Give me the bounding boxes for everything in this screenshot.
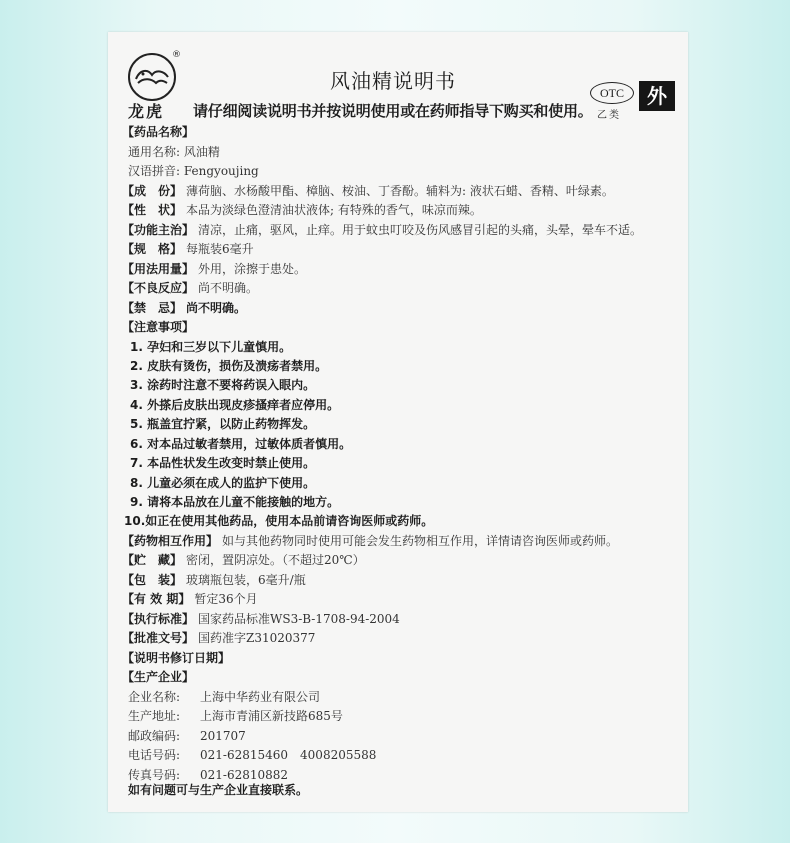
company-phone: 电话号码: 021-62815460 4008205588 — [128, 748, 377, 762]
section-company: 【生产企业】 — [122, 670, 195, 684]
precaution-item: 3. 涂药时注意不要将药误入眼内。 — [130, 378, 316, 392]
company-zip: 邮政编码: 201707 — [128, 729, 246, 743]
section-storage: 【贮 藏】 密闭，置阴凉处。（不超过20℃） — [122, 553, 365, 567]
otc-badge: OTC — [590, 82, 634, 104]
section-adverse: 【不良反应】 尚不明确。 — [122, 281, 259, 295]
section-indications: 【功能主治】 清凉，止痛，驱风，止痒。用于蚊虫叮咬及伤风感冒引起的头痛，头晕，晕车不适。 — [122, 223, 643, 237]
company-address: 生产地址: 上海市青浦区新技路685号 — [128, 709, 343, 723]
instruction-sheet — [108, 32, 688, 812]
section-usage: 【用法用量】 外用，涂擦于患处。 — [122, 262, 307, 276]
section-package: 【包 装】 玻璃瓶包装，6毫升/瓶 — [122, 573, 306, 587]
document-title: 风油精说明书 — [330, 69, 456, 93]
company-name: 企业名称: 上海中华药业有限公司 — [128, 690, 321, 704]
precaution-item: 4. 外搽后皮肤出现皮疹搔痒者应停用。 — [130, 398, 340, 412]
precaution-item: 1. 孕妇和三岁以下儿童慎用。 — [130, 340, 292, 354]
section-approval: 【批准文号】 国药准字Z31020377 — [122, 631, 316, 645]
section-standard: 【执行标准】 国家药品标准WS3-B-1708-94-2004 — [122, 612, 400, 626]
precaution-item: 9. 请将本品放在儿童不能接触的地方。 — [130, 495, 340, 509]
section-ingredients: 【成 份】 薄荷脑、水杨酸甲酯、樟脑、桉油、丁香酚。辅料为: 液状石蜡、香精、叶绿素。 — [122, 184, 614, 198]
section-contraindications: 【禁 忌】 尚不明确。 — [122, 301, 247, 315]
contact-footer: 如有问题可与生产企业直接联系。 — [128, 783, 309, 797]
precaution-item: 10.如正在使用其他药品，使用本品前请咨询医师或药师。 — [124, 514, 434, 528]
tiger-dragon-logo-icon — [128, 53, 176, 101]
company-fax: 传真号码: 021-62810882 — [128, 768, 289, 782]
external-use-badge: 外 — [639, 81, 675, 111]
precaution-item: 7. 本品性状发生改变时禁止使用。 — [130, 456, 316, 470]
otc-class: 乙类 — [597, 110, 621, 121]
section-validity: 【有 效 期】 暂定36个月 — [122, 592, 258, 606]
registered-mark: ® — [172, 50, 181, 60]
section-spec: 【规 格】 每瓶装6毫升 — [122, 242, 254, 256]
precaution-item: 8. 儿童必须在成人的监护下使用。 — [130, 476, 316, 490]
precaution-item: 6. 对本品过敏者禁用，过敏体质者慎用。 — [130, 437, 352, 451]
section-precautions: 【注意事项】 — [122, 320, 195, 334]
precaution-item: 2. 皮肤有烫伤，损伤及溃疡者禁用。 — [130, 359, 328, 373]
section-revision-date: 【说明书修订日期】 — [122, 651, 231, 665]
precaution-item: 5. 瓶盖宜拧紧，以防止药物挥发。 — [130, 417, 316, 431]
section-appearance: 【性 状】 本品为淡绿色澄清油状液体; 有特殊的香气，味凉而辣。 — [122, 203, 482, 217]
pinyin-name: 汉语拼音: Fengyoujing — [128, 164, 259, 178]
section-interactions: 【药物相互作用】 如与其他药物同时使用可能会发生药物相互作用，详情请咨询医师或药师。 — [122, 534, 619, 548]
usage-notice: 请仔细阅读说明书并按说明使用或在药师指导下购买和使用。 — [193, 102, 593, 120]
brand-name: 龙虎 — [128, 102, 165, 121]
generic-name: 通用名称: 风油精 — [128, 145, 220, 159]
section-drug-name: 【药品名称】 — [122, 125, 195, 139]
